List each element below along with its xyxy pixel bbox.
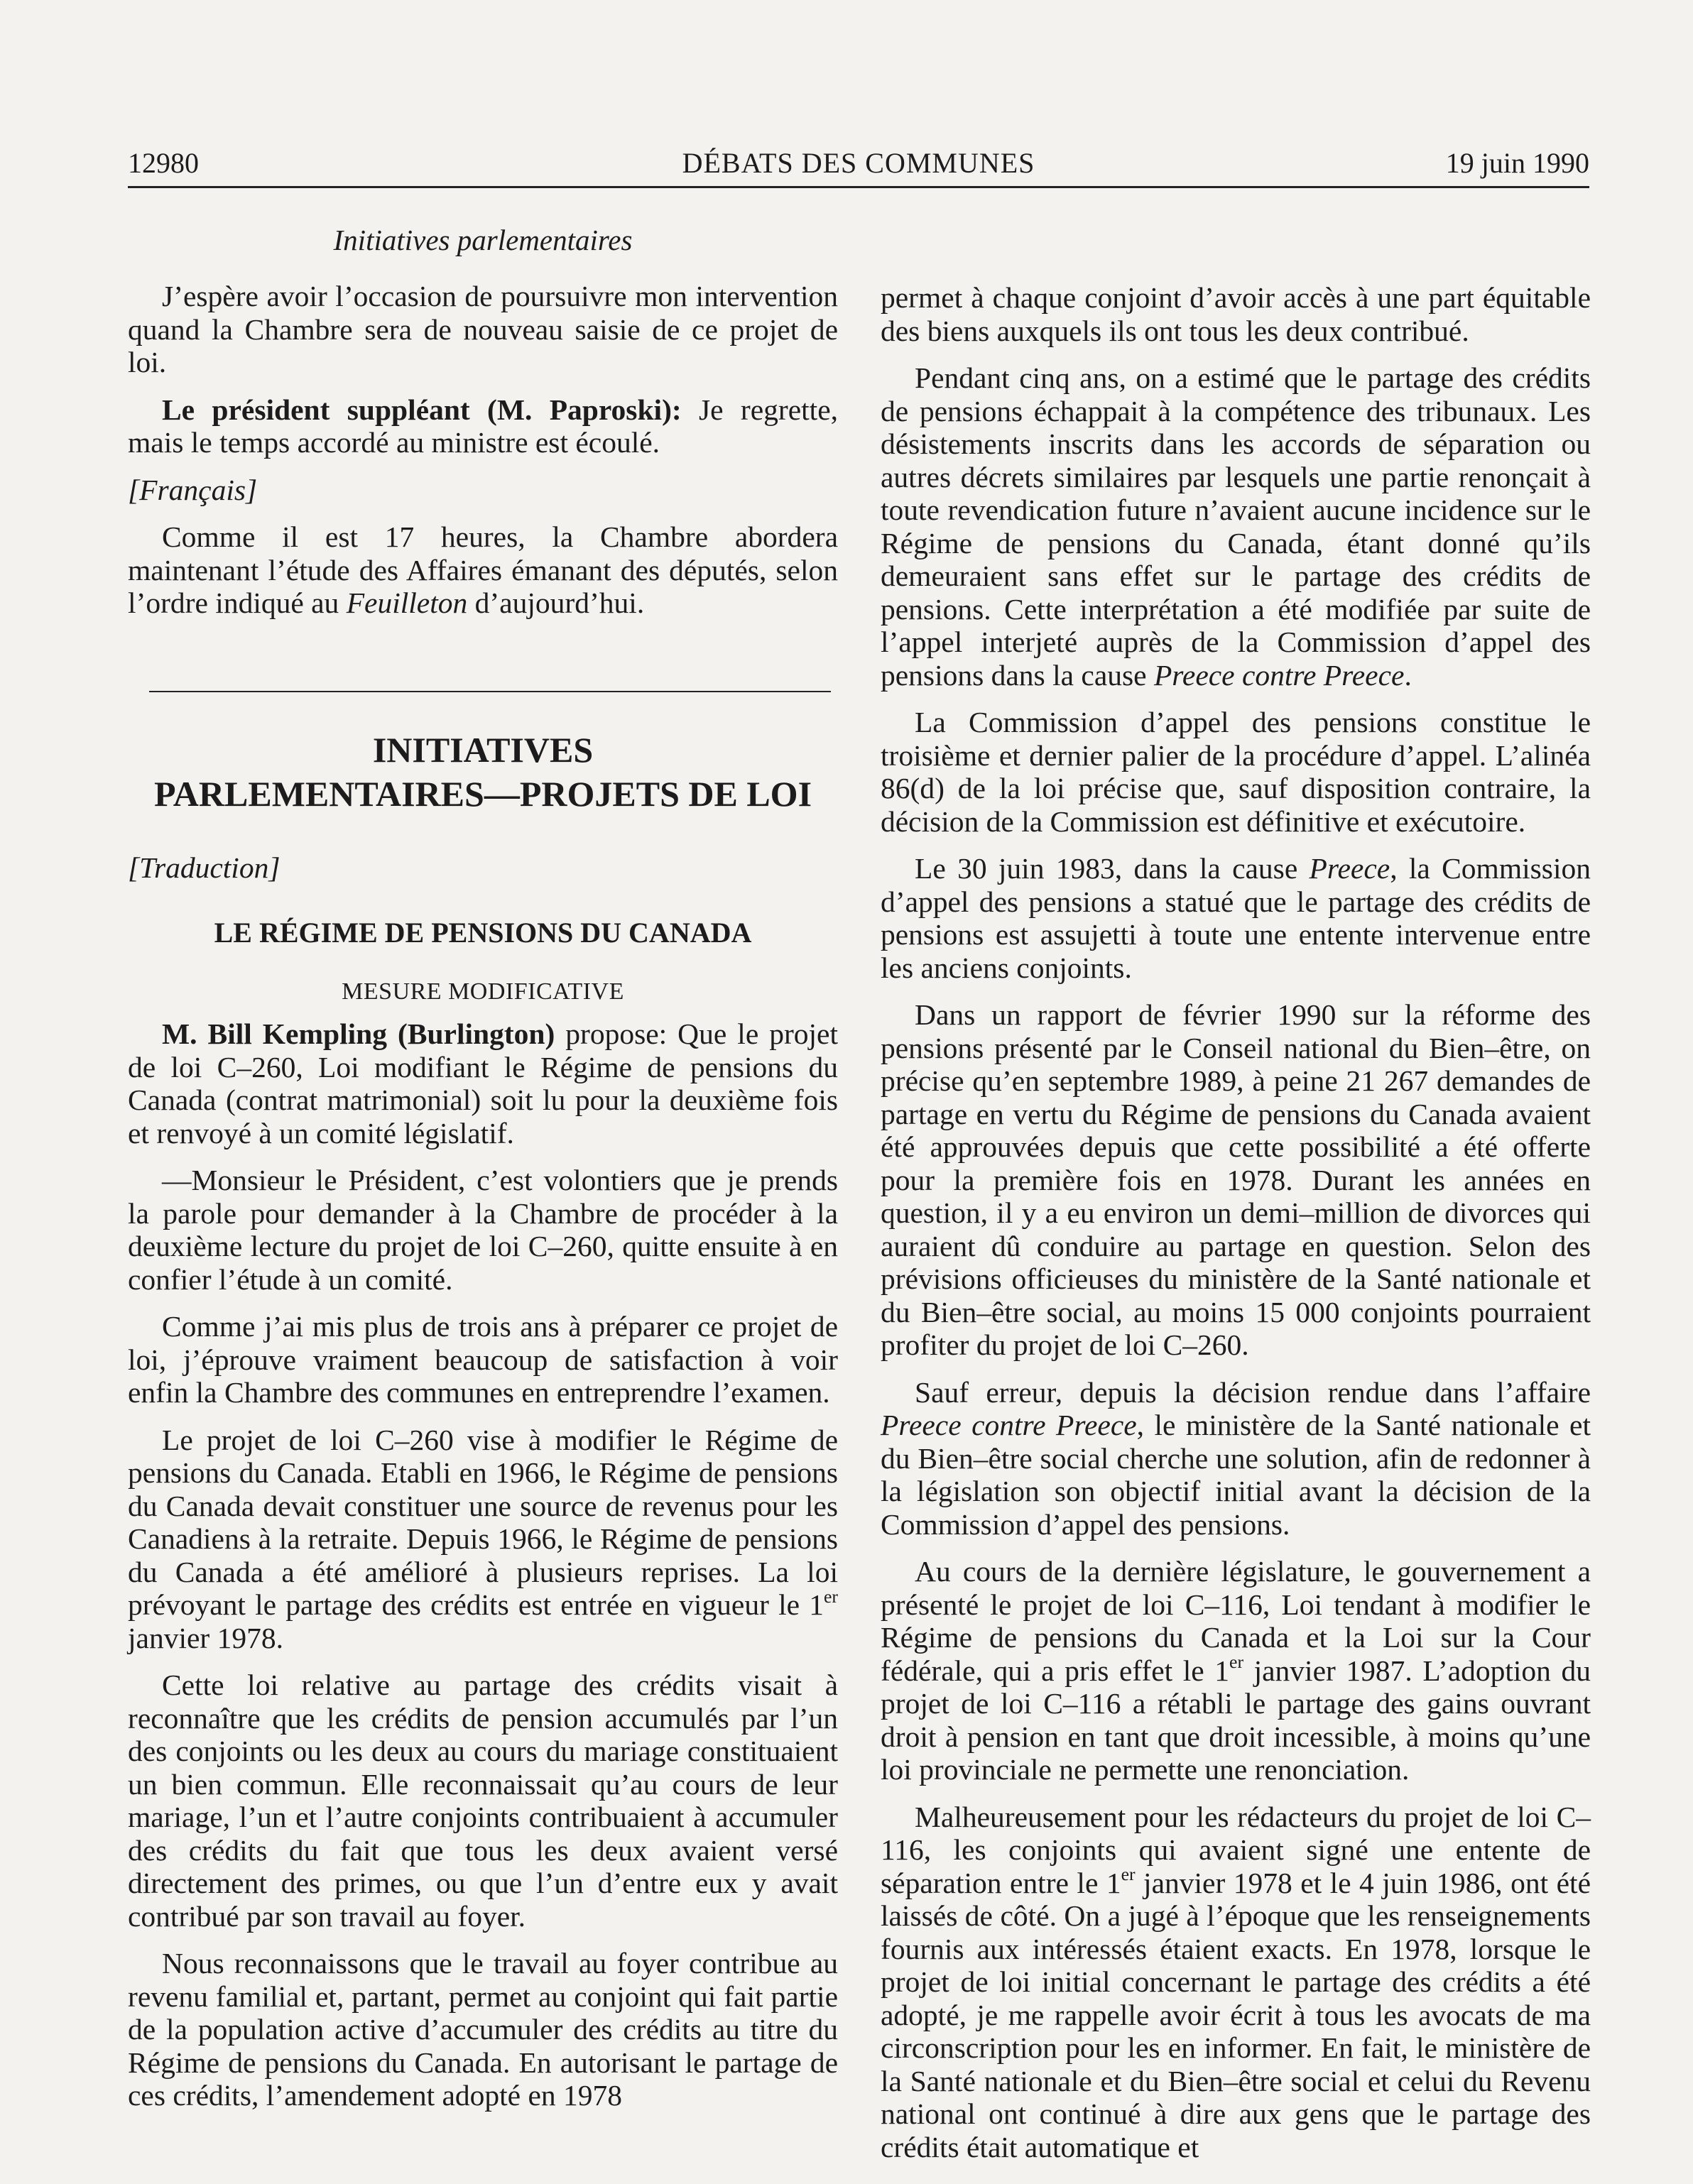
paragraph bbox=[881, 1801, 1591, 2164]
speech-text: janvier 1978. bbox=[128, 1621, 283, 1654]
speech-text: Malheureusement pour les rédacteurs du projet de loi C–116, les conjoints qui avaient signé une entente de séparation entre le 1 bbox=[881, 1800, 1591, 1899]
section-title-line: PARLEMENTAIRES—PROJETS DE LOI bbox=[153, 773, 812, 814]
publication-title: DÉBATS DES COMMUNES bbox=[682, 147, 1035, 179]
speech-text: Comme il est 17 heures, la Chambre abordera maintenant l’étude des Affaires émanant des députés, selon l’ordre indiqué au bbox=[128, 520, 838, 619]
speech-text: Pendant cinq ans, on a estimé que le partage des crédits de pensions échappait à la compétence des tribunaux. Les désistements inscrits dans les accords de séparation ou autres décrets similaires par lesquels une partie renonçait à toute revendication future n’avaient aucune incidence sur le Régime de pensions du Canada, étant donné qu’ils demeuraient sans effet sur le partage des crédits de pensions. Cette interprétation a été modifiée par suite de l’appel interjeté auprès de la Commission d’appel des pensions dans la cause bbox=[881, 361, 1591, 692]
paragraph bbox=[128, 393, 838, 459]
paragraph bbox=[881, 1555, 1591, 1786]
subject-heading: LE RÉGIME DE PENSIONS DU CANADA bbox=[214, 917, 752, 949]
speech-text: , la Commission d’appel des pensions a statué que le partage des crédits de pensions est assujetti à toute une entente intervenue entre les anciens conjoints. bbox=[881, 852, 1591, 984]
speech-text: janvier 1987. L’adoption du projet de loi C–116 a rétabli le partage des gains ouvrant droit à pension en tant que droit incessible, à moins qu’une loi provinciale ne permette une renonciation. bbox=[881, 1654, 1591, 1786]
header-rule bbox=[128, 186, 1589, 188]
paragraph bbox=[881, 852, 1591, 984]
paragraph: Cette loi relative au partage des crédits visait à reconnaître que les crédits de pension accumulés par l’un des conjoints ou les deux au cours du mariage constituaient un bien commun. Elle reconnaissait qu’au cours de leur mariage, l’un et l’autre conjoints contribuaient à accumuler des crédits du fait que tous les deux avaient versé directement des primes, ou que l’un d’entre eux y avait contribué par son travail au foyer. bbox=[128, 1669, 838, 1933]
superscript: er bbox=[1121, 1864, 1136, 1885]
speaker-name: M. Bill Kempling (Burlington) bbox=[162, 1017, 555, 1050]
paragraph bbox=[881, 361, 1591, 692]
speech-text: Le 30 juin 1983, dans la cause bbox=[915, 852, 1310, 885]
superscript: er bbox=[1229, 1651, 1244, 1673]
speech-text: Sauf erreur, depuis la décision rendue dans l’affaire bbox=[915, 1375, 1591, 1409]
paragraph: —Monsieur le Président, c’est volontiers que je prends la parole pour demander à la Chambre de procéder à la deuxième lecture du projet de loi C–260, quitte ensuite à en confier l’étude à un comité. bbox=[128, 1164, 838, 1296]
section-divider bbox=[149, 691, 831, 692]
paragraph: permet à chaque conjoint d’avoir accès à une part équitable des biens auxquels ils ont tous les deux contribué. bbox=[881, 281, 1591, 347]
italic-reference: Preece contre Preece bbox=[881, 1409, 1137, 1441]
paragraph bbox=[128, 520, 838, 620]
speech-text: propose: Que le projet de loi C–260, Loi modifiant le Régime de pensions du Canada (contrat matrimonial) soit lu pour la deuxième fois et renvoyé à un comité législatif. bbox=[128, 1017, 839, 1150]
subheading: MESURE MODIFICATIVE bbox=[342, 978, 624, 1005]
speech-text: d’aujourd’hui. bbox=[467, 586, 645, 619]
right-column bbox=[881, 281, 1591, 2178]
paragraph: Comme j’ai mis plus de trois ans à préparer ce projet de loi, j’éprouve vraiment beaucoup de satisfaction à voir enfin la Chambre des communes en entreprendre l’examen. bbox=[128, 1310, 838, 1409]
paragraph bbox=[128, 1017, 838, 1150]
running-head: Initiatives parlementaires bbox=[333, 224, 633, 256]
page-number: 12980 bbox=[128, 147, 199, 179]
section-title bbox=[128, 728, 838, 816]
speech-text: Je regrette, mais le temps accordé au ministre est écoulé. bbox=[128, 393, 838, 459]
superscript: er bbox=[824, 1585, 838, 1607]
speech-text: , le ministère de la Santé nationale et du Bien–être social cherche une solution, afin de redonner à la législation son objectif initial avant la décision de la Commission d’appel des pensions. bbox=[881, 1409, 1591, 1541]
paragraph: La Commission d’appel des pensions constitue le troisième et dernier palier de la procédure d’appel. L’alinéa 86(d) de la loi précise que, sauf disposition contraire, la décision de la Commission est définitive et exécutoire. bbox=[881, 706, 1591, 838]
section-title-line: INITIATIVES bbox=[372, 729, 594, 770]
paragraph bbox=[881, 1376, 1591, 1541]
italic-reference: Preece contre Preece bbox=[1153, 658, 1405, 692]
language-note: [Français] bbox=[128, 473, 258, 506]
speech-text: Le projet de loi C–260 vise à modifier le Régime de pensions du Canada. Etabli en 1966, le Régime de pensions du Canada devait constituer une source de revenus pour les Canadiens à la retraite. Depuis 1966, le Régime de pensions du Canada a été amélioré à plusieurs reprises. La loi prévoyant le partage des crédits est entrée en vigueur le 1 bbox=[128, 1423, 838, 1621]
speech-text: Au cours de la dernière législature, le gouvernement a présenté le projet de loi C–116, Loi tendant à modifier le Régime de pensions du Canada et la Loi sur la Cour fédérale, qui a pris effet le 1 bbox=[881, 1555, 1591, 1687]
page-header bbox=[128, 146, 1589, 182]
speaker-name: Le président suppléant (M. Paproski): bbox=[162, 393, 682, 426]
paragraph bbox=[128, 1424, 838, 1655]
language-note: [Traduction] bbox=[128, 851, 281, 884]
paragraph: J’espère avoir l’occasion de poursuivre mon intervention quand la Chambre sera de nouveau saisie de ce projet de loi. bbox=[128, 280, 838, 378]
left-column bbox=[128, 280, 838, 2126]
page-date: 19 juin 1990 bbox=[1445, 147, 1589, 179]
italic-reference: Preece bbox=[1309, 852, 1390, 885]
paragraph: Nous reconnaissons que le travail au foyer contribue au revenu familial et, partant, permet au conjoint qui fait partie de la population active d’accumuler des crédits au titre du Régime de pensions du Canada. En autorisant le partage de ces crédits, l’amendement adopté en 1978 bbox=[128, 1947, 838, 2112]
speech-text: . bbox=[1404, 658, 1412, 692]
italic-reference: Feuilleton bbox=[346, 586, 468, 619]
speech-text: janvier 1978 et le 4 juin 1986, ont été laissés de côté. On a jugé à l’époque que les renseignements fournis aux intéressés étaient exacts. En 1978, lorsque le projet de loi initial concernant le partage des crédits a été adopté, je me rappelle avoir écrit à tous les avocats de ma circonscription pour les en informer. En fait, le ministère de la Santé nationale et du Bien–être social et celui du Revenu national ont continué à dire aux gens que le partage des crédits était automatique et bbox=[881, 1866, 1591, 2163]
paragraph: Dans un rapport de février 1990 sur la réforme des pensions présenté par le Conseil national du Bien–être, on précise qu’en septembre 1989, à peine 21 267 demandes de partage en vertu du Régime de pensions du Canada avaient été approuvées depuis que cette possibilité a été offerte pour la première fois en 1978. Durant les années en question, il y a eu environ un demi–million de divorces qui auraient dû conduire au partage en question. Selon des prévisions officieuses du ministère de la Santé nationale et du Bien–être social, au moins 15 000 conjoints pourraient profiter du projet de loi C–260. bbox=[881, 998, 1591, 1361]
